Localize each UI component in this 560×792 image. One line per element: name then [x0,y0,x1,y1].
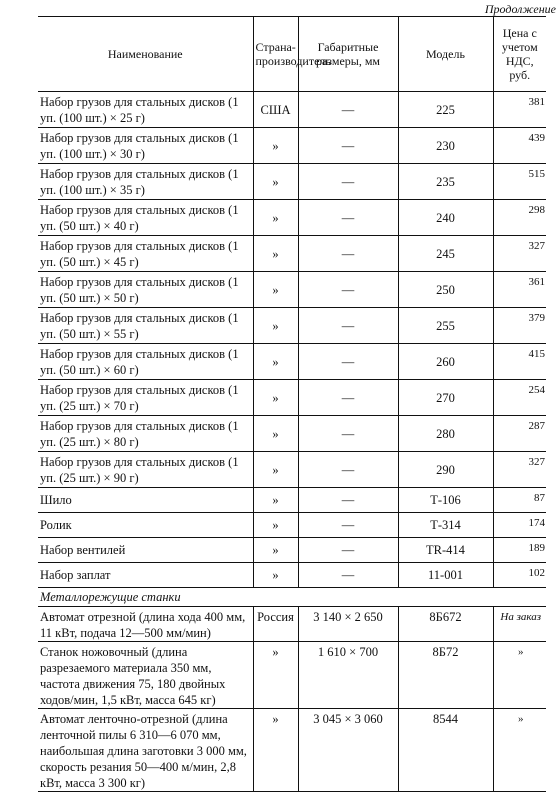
cell-price: » [493,709,546,792]
cell-dimensions: 1 610 × 700 [298,642,398,709]
cell-price: 287 [493,416,546,452]
cell-model: Т-314 [398,513,493,538]
cell-price: » [493,642,546,709]
cell-model: 225 [398,92,493,128]
cell-name: Набор заплат [38,563,253,588]
cell-model: 290 [398,452,493,488]
header-price: Цена с учетом НДС, руб. [493,17,546,92]
section-title: Металлорежущие станки [38,588,546,607]
cell-model: Т-106 [398,488,493,513]
cell-country: » [253,164,298,200]
cell-model: 270 [398,380,493,416]
table-row [38,92,546,128]
cell-model: 255 [398,308,493,344]
section-row [38,588,546,607]
cell-country: » [253,513,298,538]
table-row [38,236,546,272]
cell-model: 250 [398,272,493,308]
cell-price: 381 [493,92,546,128]
cell-country: » [253,488,298,513]
cell-model: 280 [398,416,493,452]
cell-name: Набор грузов для стальных дисков (1 уп. (50 шт.) × 45 г) [38,236,253,272]
cell-dimensions: — [298,538,398,563]
cell-price: 327 [493,236,546,272]
cell-name: Набор грузов для стальных дисков (1 уп. (100 шт.) × 35 г) [38,164,253,200]
cell-price: На заказ [493,607,546,642]
cell-price: 298 [493,200,546,236]
cell-name: Автомат ленточно-отрезной (длина ленточной пилы 6 310—6 070 мм, наибольшая длина заготовки 3 000 мм, скорость резания 50—400 м/мин, 2,8 кВт, масса 3 300 кг) [38,709,253,792]
table-row [38,416,546,452]
table-row [38,607,546,642]
cell-model: 245 [398,236,493,272]
cell-dimensions: — [298,380,398,416]
cell-dimensions: — [298,92,398,128]
cell-model: 8Б672 [398,607,493,642]
cell-dimensions: 3 140 × 2 650 [298,607,398,642]
cell-country: » [253,416,298,452]
cell-model: TR-414 [398,538,493,563]
cell-dimensions: — [298,452,398,488]
table-row [38,709,546,792]
cell-name: Набор грузов для стальных дисков (1 уп. (50 шт.) × 55 г) [38,308,253,344]
cell-country: » [253,709,298,792]
cell-country: » [253,538,298,563]
cell-country: » [253,452,298,488]
table-row [38,128,546,164]
cell-dimensions: — [298,128,398,164]
cell-country: » [253,308,298,344]
cell-dimensions: — [298,308,398,344]
cell-name: Набор грузов для стальных дисков (1 уп. (100 шт.) × 25 г) [38,92,253,128]
cell-name: Набор грузов для стальных дисков (1 уп. (50 шт.) × 60 г) [38,344,253,380]
cell-price: 415 [493,344,546,380]
cell-country: » [253,272,298,308]
header-dimensions: Габаритные размеры, мм [298,17,398,92]
cell-model: 235 [398,164,493,200]
cell-dimensions: — [298,416,398,452]
cell-name: Набор грузов для стальных дисков (1 уп. (50 шт.) × 40 г) [38,200,253,236]
cell-dimensions: — [298,344,398,380]
cell-dimensions: — [298,200,398,236]
cell-price: 439 [493,128,546,164]
cell-dimensions: — [298,236,398,272]
cell-name: Автомат отрезной (длина хода 400 мм, 11 кВт, подача 12—500 мм/мин) [38,607,253,642]
table-row [38,344,546,380]
cell-price: 379 [493,308,546,344]
cell-price: 189 [493,538,546,563]
header-model: Модель [398,17,493,92]
cell-name: Шило [38,488,253,513]
cell-country: » [253,128,298,164]
cell-dimensions: — [298,563,398,588]
table-row [38,513,546,538]
cell-name: Набор вентилей [38,538,253,563]
table-row [38,452,546,488]
table-body [38,92,546,792]
cell-model: 11-001 [398,563,493,588]
cell-country: » [253,642,298,709]
cell-price: 327 [493,452,546,488]
cell-model: 230 [398,128,493,164]
cell-dimensions: — [298,164,398,200]
table-row [38,488,546,513]
cell-model: 8Б72 [398,642,493,709]
cell-price: 361 [493,272,546,308]
table-row [38,563,546,588]
cell-name: Набор грузов для стальных дисков (1 уп. (25 шт.) × 70 г) [38,380,253,416]
cell-name: Станок ножовочный (длина разрезаемого материала 350 мм, частота движения 75, 180 двойных ходов/мин, 1,5 кВт, масса 645 кг) [38,642,253,709]
cell-name: Набор грузов для стальных дисков (1 уп. (100 шт.) × 30 г) [38,128,253,164]
cell-country: » [253,380,298,416]
cell-country: США [253,92,298,128]
cell-name: Набор грузов для стальных дисков (1 уп. (25 шт.) × 90 г) [38,452,253,488]
table-row [38,308,546,344]
cell-country: » [253,563,298,588]
cell-country: » [253,200,298,236]
cell-country: » [253,344,298,380]
cell-model: 240 [398,200,493,236]
header-country: Страна-производитель [253,17,298,92]
price-table [38,16,546,792]
cell-dimensions: — [298,488,398,513]
table-row [38,200,546,236]
cell-price: 87 [493,488,546,513]
header-row [38,17,546,92]
cell-price: 174 [493,513,546,538]
cell-dimensions: — [298,272,398,308]
table-row [38,164,546,200]
cell-model: 260 [398,344,493,380]
table-row [38,272,546,308]
table-row [38,380,546,416]
cell-country: » [253,236,298,272]
cell-price: 254 [493,380,546,416]
header-name: Наименование [38,17,253,92]
table-row [38,642,546,709]
table-row [38,538,546,563]
cell-dimensions: 3 045 × 3 060 [298,709,398,792]
continued-label: Продолжение [484,2,556,16]
cell-price: 515 [493,164,546,200]
cell-model: 8544 [398,709,493,792]
cell-name: Ролик [38,513,253,538]
cell-name: Набор грузов для стальных дисков (1 уп. (25 шт.) × 80 г) [38,416,253,452]
cell-dimensions: — [298,513,398,538]
cell-country: Россия [253,607,298,642]
cell-name: Набор грузов для стальных дисков (1 уп. (50 шт.) × 50 г) [38,272,253,308]
cell-price: 102 [493,563,546,588]
